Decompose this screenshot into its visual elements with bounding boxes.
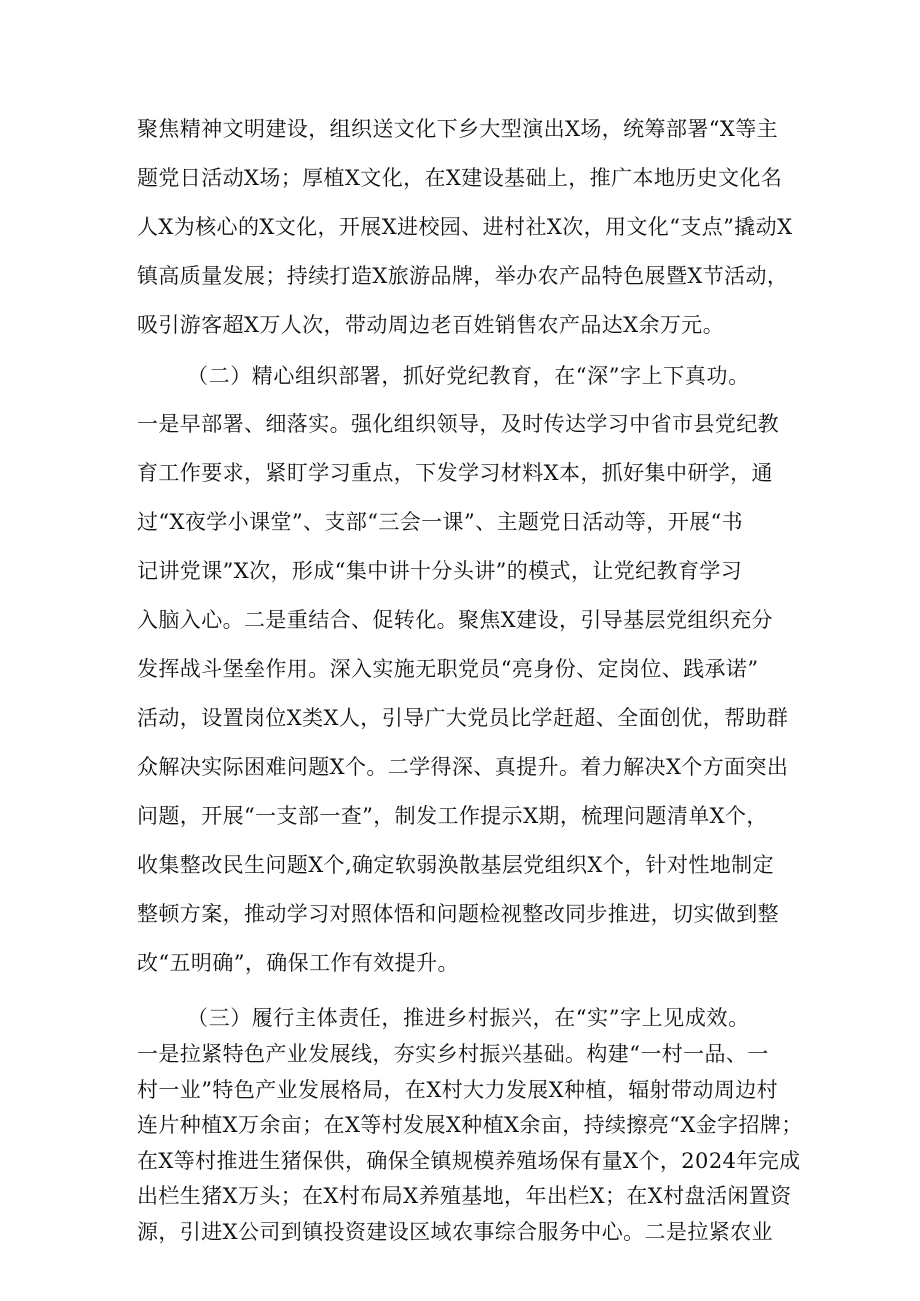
section-heading: （二）精心组织部署，抓好党纪教育，在“深”字上下真功。 [187,364,750,388]
text-line: 连片种植X万余亩；在X等村发展X种植X余亩，持续擦亮“X金字招牌； [137,1113,803,1137]
text-line: 问题，开展“一支部一查”，制发工作提示X期，梳理问题清单X个， [137,804,768,828]
text-line: 改“五明确”，确保工作有效提升。 [137,951,459,975]
text-line: 活动，设置岗位X类X人，引导广大党员比学赶超、全面创优，帮助群 [137,706,789,730]
text-line: 村一业”特色产业发展格局，在X村大力发展X种植，辐射带动周边村 [137,1078,779,1102]
text-line: 入脑入心。二是重结合、促转化。聚焦X建设，引导基层党组织充分 [137,608,773,632]
section-heading: （三）履行主体责任，推进乡村振兴，在“实”字上见成效。 [187,1006,750,1030]
text-line: 整顿方案，推动学习对照体悟和问题检视整改同步推进，切实做到整 [137,902,779,926]
text-line: 育工作要求，紧盯学习重点，下发学习材料X本，抓好集中研学，通 [137,461,773,485]
text-line: 源，引进X公司到镇投资建设区域农事综合服务中心。二是拉紧农业 [137,1220,773,1244]
text-line: 吸引游客超X万人次，带动周边老百姓销售农产品达X余万元。 [137,313,725,337]
text-line: 镇高质量发展；持续打造X旅游品牌，举办农产品特色展暨X节活动， [137,264,789,288]
text-line: 收集整改民生问题X个,确定软弱涣散基层党组织X个，针对性地制定 [137,853,774,877]
text-line: 众解决实际困难问题X个。二学得深、真提升。着力解决X个方面突出 [137,755,789,779]
text-line: 题党日活动X场；厚植X文化，在X建设基础上，推广本地历史文化名 [137,166,783,190]
text-line: 在X等村推进生猪保供，确保全镇规模养殖场保有量X个，2024年完成 [137,1149,801,1173]
text-line: 过“X夜学小课堂”、支部“三会一课”、主题党日活动等，开展“书 [137,510,744,534]
text-line: 人X为核心的X文化，开展X进校园、进村社X次，用文化“支点”撬动X [137,215,793,239]
text-line: 发挥战斗堡垒作用。深入实施无职党员“亮身份、定岗位、践承诺” [137,657,759,681]
text-line: 记讲党课”X次，形成“集中讲十分头讲”的模式，让党纪教育学习 [137,559,743,583]
text-line: 一是早部署、细落实。强化组织领导，及时传达学习中省市县党纪教 [137,412,779,436]
text-line: 一是拉紧特色产业发展线，夯实乡村振兴基础。构建“一村一品、一 [137,1042,769,1066]
text-line: 聚焦精神文明建设，组织送文化下乡大型演出X场，统筹部署“X等主 [137,117,779,141]
text-line: 出栏生猪X万头；在X村布局X养殖基地，年出栏X；在X村盘活闲置资 [137,1184,792,1208]
